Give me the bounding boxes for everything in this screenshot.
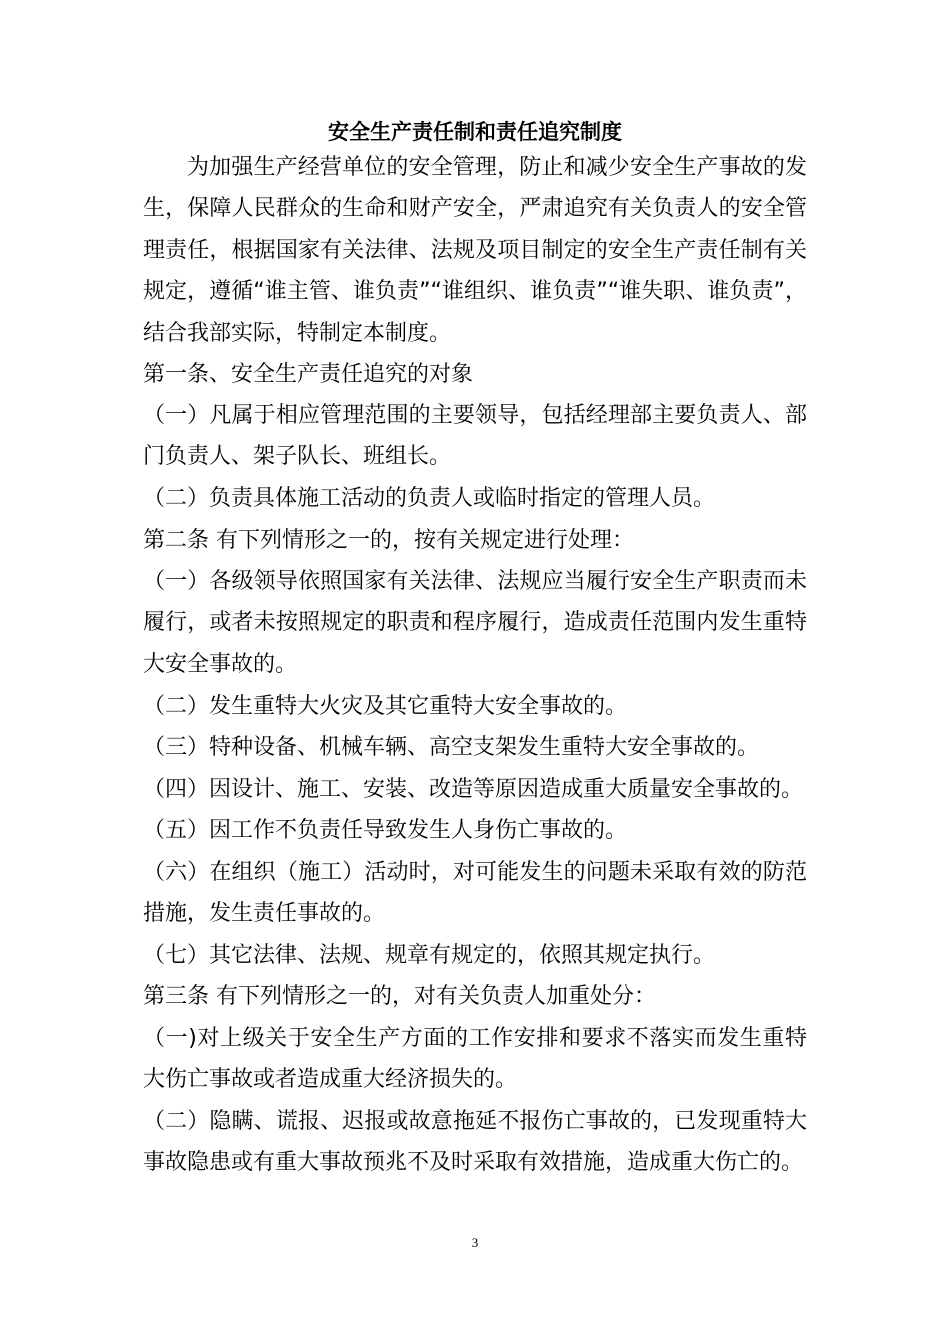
article-2-item-7: （七）其它法律、法规、规章有规定的，依照其规定执行。 xyxy=(143,943,716,968)
article-1-item-2: （二）负责具体施工活动的负责人或临时指定的管理人员。 xyxy=(143,486,716,511)
article-2-item-4: （四）因设计、施工、安装、改造等原因造成重大质量安全事故的。 xyxy=(143,777,804,802)
article-2-item-5: （五）因工作不负责任导致发生人身伤亡事故的。 xyxy=(143,818,628,843)
article-2-item-2: （二）发生重特大火灾及其它重特大安全事故的。 xyxy=(143,694,628,719)
document-title: 安全生产责任制和责任追究制度 xyxy=(328,120,622,144)
article-1-heading: 第一条、安全生产责任追究的对象 xyxy=(143,362,474,387)
article-2-item-3: （三）特种设备、机械车辆、高空支架发生重特大安全事故的。 xyxy=(143,735,760,760)
article-3-heading: 第三条 有下列情形之一的，对有关负责人加重处分： xyxy=(143,984,656,1009)
article-2-item-1: （一）各级领导依照国家有关法律、法规应当履行安全生产职责而未履行，或者未按照规定的职责和程序履行，造成责任范围内发生重特大安全事故的。 xyxy=(143,569,807,677)
article-1-item-1: （一）凡属于相应管理范围的主要领导，包括经理部主要负责人、部门负责人、架子队长、班组长。 xyxy=(143,403,807,470)
intro-paragraph: 为加强生产经营单位的安全管理，防止和减少安全生产事故的发生，保障人民群众的生命和财产安全，严肃追究有关负责人的安全管理责任，根据国家有关法律、法规及项目制定的安全生产责任制有关规定，遵循“谁主管、谁负责”“谁组织、谁负责”“谁失职、谁负责”，结合我部实际，特制定本制度。 xyxy=(143,155,807,346)
article-2-item-6: （六）在组织（施工）活动时，对可能发生的问题未采取有效的防范措施，发生责任事故的。 xyxy=(143,860,807,927)
article-3-item-2: （二）隐瞒、谎报、迟报或故意拖延不报伤亡事故的，已发现重特大事故隐患或有重大事故预兆不及时采取有效措施，造成重大伤亡的。 xyxy=(143,1109,807,1176)
article-2-heading: 第二条 有下列情形之一的，按有关规定进行处理： xyxy=(143,528,634,553)
article-3-item-1: （一)对上级关于安全生产方面的工作安排和要求不落实而发生重特大伤亡事故或者造成重大经济损失的。 xyxy=(143,1026,807,1093)
page-number: 3 xyxy=(471,1235,479,1250)
